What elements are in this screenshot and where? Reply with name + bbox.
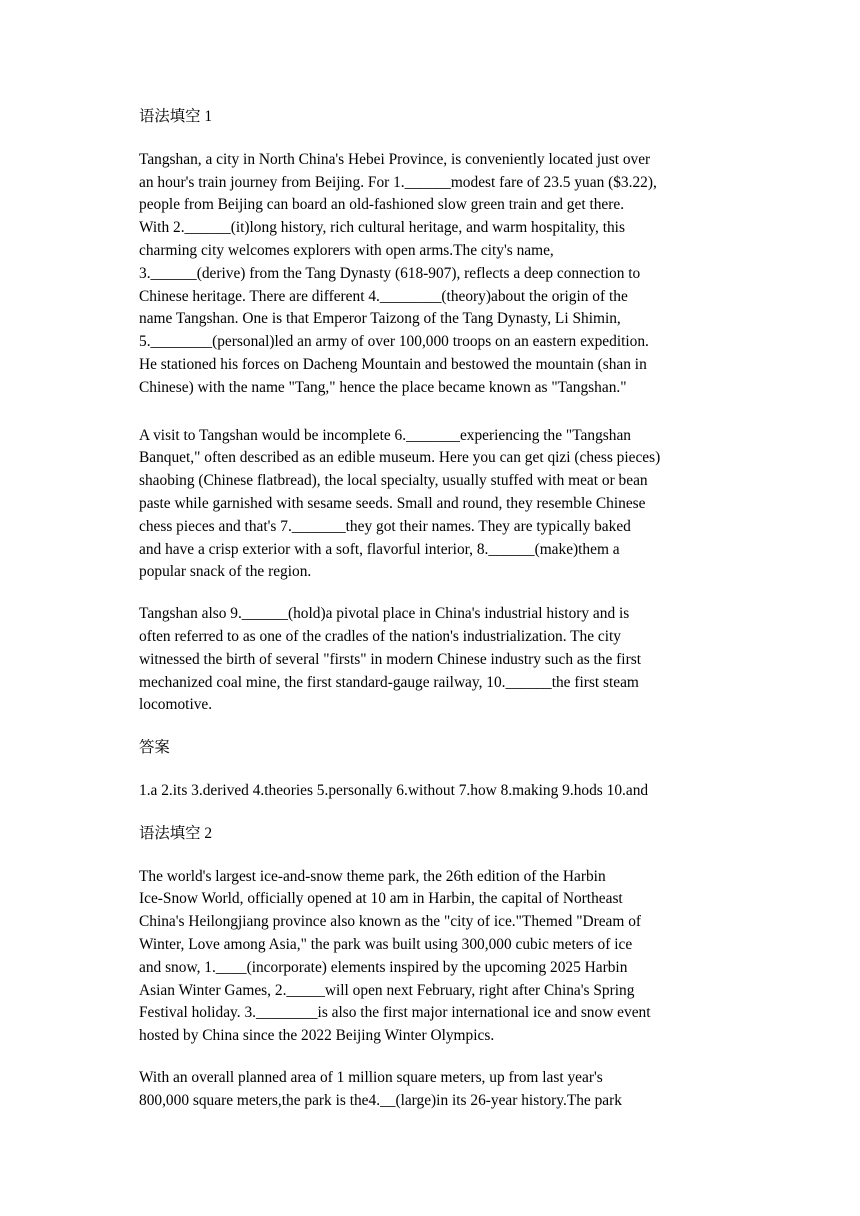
text-line: Chinese) with the name "Tang," hence the place became known as "Tangshan." xyxy=(139,378,627,396)
answer-heading: 答案 xyxy=(139,739,170,757)
section-1-paragraph-3 xyxy=(139,603,739,717)
text-line: 800,000 square meters,the park is the4.__(large)in its 26-year history.The park xyxy=(139,1091,622,1109)
text-line: A visit to Tangshan would be incomplete 6._______experiencing the "Tangshan xyxy=(139,426,631,444)
document-page xyxy=(139,106,739,1112)
text-line: and snow, 1.____(incorporate) elements inspired by the upcoming 2025 Harbin xyxy=(139,958,628,976)
text-line: paste while garnished with sesame seeds. Small and round, they resemble Chinese xyxy=(139,494,646,512)
text-line: 3.______(derive) from the Tang Dynasty (618-907), reflects a deep connection to xyxy=(139,264,641,282)
text-line: witnessed the birth of several "firsts" in modern Chinese industry such as the first xyxy=(139,650,641,668)
text-line: Banquet," often described as an edible museum. Here you can get qizi (chess pieces) xyxy=(139,449,661,467)
text-line: China's Heilongjiang province also known as the "city of ice."Themed "Dream of xyxy=(139,913,642,931)
text-line: Tangshan, a city in North China's Hebei Province, is conveniently located just over xyxy=(139,150,651,168)
section-1-paragraph-2 xyxy=(139,425,739,585)
section-1-heading: 语法填空 1 xyxy=(139,108,213,125)
text-line: With 2.______(it)long history, rich cultural heritage, and warm hospitality, this xyxy=(139,219,625,237)
text-line: Winter, Love among Asia," the park was built using 300,000 cubic meters of ice xyxy=(139,935,633,953)
section-2-paragraph-2 xyxy=(139,1067,739,1113)
text-line: chess pieces and that's 7._______they got their names. They are typically baked xyxy=(139,517,631,535)
text-line: people from Beijing can board an old-fashioned slow green train and get there. xyxy=(139,196,625,214)
text-line: Ice-Snow World, officially opened at 10 am in Harbin, the capital of Northeast xyxy=(139,890,623,908)
text-line: 5.________(personal)led an army of over 100,000 troops on an eastern expedition. xyxy=(139,333,649,351)
text-line: The world's largest ice-and-snow theme park, the 26th edition of the Harbin xyxy=(139,867,606,885)
section-1-paragraph-1 xyxy=(139,149,739,400)
text-line: Asian Winter Games, 2._____will open next February, right after China's Spring xyxy=(139,981,635,999)
text-line: mechanized coal mine, the first standard-gauge railway, 10.______the first steam xyxy=(139,673,639,691)
answer-line: 1.a 2.its 3.derived 4.theories 5.personally 6.without 7.how 8.making 9.hods 10.and xyxy=(139,781,649,799)
text-line: popular snack of the region. xyxy=(139,563,312,581)
text-line: name Tangshan. One is that Emperor Taizong of the Tang Dynasty, Li Shimin, xyxy=(139,310,621,328)
text-line: charming city welcomes explorers with open arms.The city's name, xyxy=(139,241,554,259)
section-2-paragraph-1 xyxy=(139,866,739,1048)
text-line: often referred to as one of the cradles of the nation's industrialization. The city xyxy=(139,627,621,645)
text-line: hosted by China since the 2022 Beijing Winter Olympics. xyxy=(139,1027,495,1045)
text-line: He stationed his forces on Dacheng Mountain and bestowed the mountain (shan in xyxy=(139,355,647,373)
text-line: and have a crisp exterior with a soft, flavorful interior, 8.______(make)them a xyxy=(139,540,620,558)
text-line: Chinese heritage. There are different 4.________(theory)about the origin of the xyxy=(139,287,628,305)
text-line: shaobing (Chinese flatbread), the local specialty, usually stuffed with meat or bean xyxy=(139,472,648,490)
text-line: With an overall planned area of 1 million square meters, up from last year's xyxy=(139,1068,603,1086)
text-line: locomotive. xyxy=(139,696,213,714)
text-line: Tangshan also 9.______(hold)a pivotal place in China's industrial history and is xyxy=(139,605,630,623)
text-line: an hour's train journey from Beijing. For 1.______modest fare of 23.5 yuan ($3.22), xyxy=(139,173,657,191)
text-line: Festival holiday. 3.________is also the first major international ice and snow event xyxy=(139,1004,651,1022)
section-2-heading: 语法填空 2 xyxy=(139,824,213,842)
answer-key xyxy=(139,780,739,803)
